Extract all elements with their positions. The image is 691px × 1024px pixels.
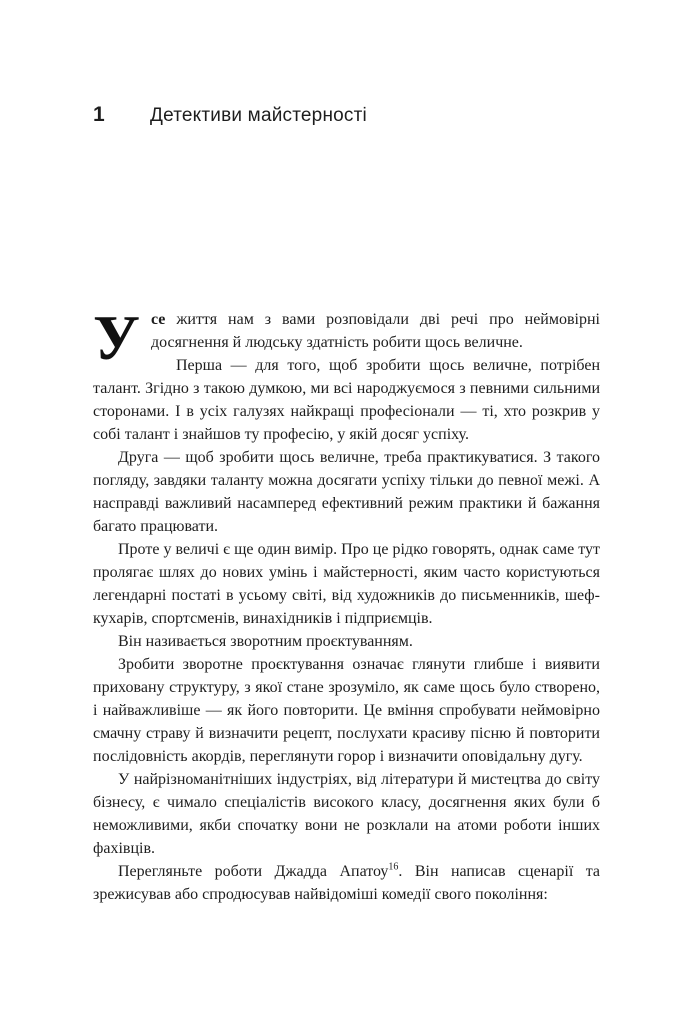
drop-cap: У — [93, 302, 140, 373]
opening-text: життя нам з вами розповідали дві речі про неймовірні досягнення й людську здатність робити щось величне. — [150, 311, 600, 351]
paragraph: Проте у величі є ще один вимір. Про це рідко говорять, однак саме тут пролягає шлях до нових умінь і майстерності, яким часто користуються легендарні постаті в усьому світі, від художників до письменників, шеф-кухарів, спортсменів, винахідників і підприємців. — [93, 541, 600, 627]
paragraph-text: Перегляньте роботи Джадда Апатоу — [118, 863, 389, 880]
footnote-marker: 16 — [388, 861, 399, 873]
paragraph-text: . Він написав сценарії та зрежисував або спродюсував найвідоміші комедії свого покоління: — [93, 863, 600, 903]
paragraph: Він називається зворотним проєктуванням. — [118, 633, 413, 650]
body-text — [93, 302, 600, 906]
chapter-header — [93, 103, 367, 127]
chapter-number: 1 — [93, 103, 105, 126]
paragraph: Друга — щоб зробити щось величне, треба практикуватися. З такого погляду, завдяки таланту можна досягати успіху тільки до певної межі. А насправді важливий насамперед ефективний режим практики й бажання багато працювати. — [93, 449, 600, 535]
paragraph-opening — [93, 302, 600, 373]
paragraph: Перша — для того, щоб зробити щось величне, потрібен талант. Згідно з такою думкою, ми всі народжуємося з певними сильними сторонами. І в усіх галузях найкращі професіонали — ті, хто розкрив у собі талант і знайшов ту професію, у якій досяг успіху. — [93, 357, 600, 443]
paragraph-with-footnote — [93, 860, 600, 906]
paragraph: Зробити зворотне проєктування означає глянути глибше і виявити приховану структуру, з якої стане зрозуміло, як саме щось було створено, і найважливіше — як його повторити. Це вміння спробувати неймовірно смачну страву й визначити рецепт, послухати красиву пісню й повторити послідовність акордів, переглянути горор і визначити оповідальну дугу. — [93, 656, 600, 765]
chapter-title: Детективи майстерності — [150, 105, 367, 126]
opening-bold-text: се — [150, 311, 166, 328]
paragraph: У найрізноманітніших індустріях, від літератури й мистецтва до світу бізнесу, є чимало спеціалістів високого класу, досягнення яких були б неможливими, якби спочатку вони не розклали на атоми роботи інших фахівців. — [93, 771, 600, 857]
